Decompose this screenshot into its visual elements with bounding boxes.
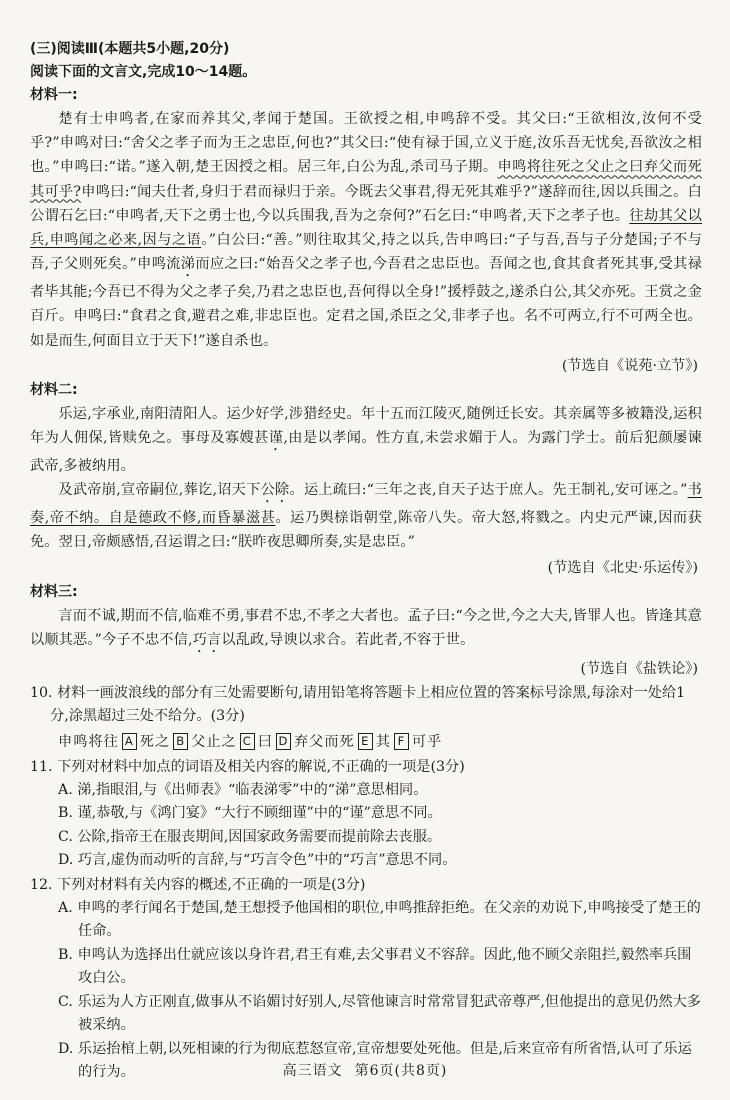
- section-instruction: 阅读下面的文言文,完成10～14题。: [30, 64, 257, 80]
- dotted-word-jin: 谨: [268, 430, 284, 447]
- section-title: (三)阅读Ⅲ(本题共5小题,20分): [30, 41, 230, 57]
- material-3-part-1: 言而不诚,期而不信,临难不勇,事君不忠,不孝之大者也。孟子曰:“今之世,今之大夫,皆罪人也。皆逢其意以顺其恶。”今子不忠不信,: [30, 607, 702, 648]
- footer-page-number: 第6页(共8页): [354, 1063, 448, 1079]
- question-11-stem: 11. 下列对材料中加点的词语及相关内容的解说,不正确的一项是(3分): [30, 758, 465, 775]
- segment-text: 死之: [139, 733, 171, 750]
- break-mark-f[interactable]: F: [394, 733, 409, 750]
- break-mark-a[interactable]: A: [122, 733, 137, 750]
- question-12-stem: 12. 下列对材料有关内容的概述,不正确的一项是(3分): [30, 876, 366, 893]
- question-12-option-c[interactable]: C. 乐运为人方正刚直,做事从不谄媚讨好别人,尽管他谏言时常常冒犯武帝尊严,但他提出的意见仍然大多被采纳。: [58, 993, 701, 1034]
- break-mark-c[interactable]: C: [240, 733, 255, 750]
- break-mark-e[interactable]: E: [358, 733, 373, 750]
- footer-subject: 高三语文: [282, 1063, 343, 1079]
- material-3-source: (节选自《盐铁论》): [580, 660, 698, 677]
- material-3-label: 材料三:: [30, 583, 78, 600]
- material-2-part-4: 。运上疏曰:“三年之丧,自天子达于庶人。先王制礼,安可诬之。”: [289, 482, 688, 499]
- segment-text: 其: [375, 733, 391, 750]
- break-mark-b[interactable]: B: [173, 733, 188, 750]
- underlined-sentence-2: 书奏,帝不纳。自是德政不修,而昏暴滋甚: [30, 482, 702, 527]
- question-11-option-a[interactable]: A. 涕,指眼泪,与《出师表》“临表涕零”中的“涕”意思相同。: [58, 781, 428, 798]
- material-2-part-1: 乐运,字承业,南阳清阳人。运少好学,涉猎经史。年十五而江陵灭,随例迁长安。其亲属等多被籍没,运积年为人佣保,皆赎免之。事母及寡嫂甚: [30, 405, 702, 447]
- material-1-text: [30, 107, 702, 353]
- question-10-stem: 10. 材料一画波浪线的部分有三处需要断句,请用铅笔将答题卡上相应位置的答案标号涂黑,每涂对一处给1分,涂黑超过三处不给分。(3分): [30, 684, 686, 725]
- material-2-part-3: 及武帝崩,宣帝嗣位,葬讫,诏天下: [58, 482, 261, 499]
- dotted-word-gongchu: 公除: [260, 482, 290, 499]
- segment-text: 申鸣将往: [58, 733, 119, 750]
- material-2-source: (节选自《北史·乐运传》): [547, 559, 698, 576]
- dotted-word-ti: 涕: [180, 256, 196, 273]
- material-3-part-2: 以乱政,导谀以求合。若此者,不容于世。: [221, 631, 475, 648]
- material-1-part-1: 楚有士申鸣者,在家而养其父,孝闻于楚国。王欲授之相,申鸣辞不受。其父曰:“王欲相汝,汝何不受乎?”申鸣对曰:“舍父之孝子而为王之忠臣,何也?”其父曰:“使有禄于国,立义于庭,汝乐吾无忧矣,吾欲汝之相也。”申鸣曰:“诺。”遂入朝,楚王因授之相。居三年,白公为乱,杀司马子期。: [30, 111, 702, 176]
- question-12-option-a[interactable]: A. 申鸣的孝行闻名于楚国,楚王想授予他国相的职位,申鸣推辞拒绝。在父亲的劝说下,申鸣接受了楚王的任命。: [58, 899, 701, 940]
- material-2-para-2: [30, 478, 702, 554]
- material-2-part-5: 。运乃舆榇诣朝堂,陈帝八失。帝大怒,将戮之。内史元严谏,因而获免。翌日,帝颇感悟,召运谓之曰:“朕昨夜思卿所奏,实是忠臣。”: [30, 510, 702, 551]
- material-2-part-2: ,由是以孝闻。性方直,未尝求媚于人。为露门学士。前后犯颜屡谏武帝,多被纳用。: [30, 430, 703, 475]
- question-12-option-b[interactable]: B. 申鸣认为选择出仕就应该以身许君,君王有难,去父事君义不容辞。因此,他不顾父亲阻拦,毅然率兵围攻白公。: [58, 946, 692, 987]
- question-12-option-d[interactable]: D. 乐运抬棺上朝,以死相谏的行为彻底惹怒宣帝,宣帝想要处死他。但是,后来宣帝有所省悟,认可了乐运的行为。: [58, 1040, 692, 1081]
- question-10-segmentation: [30, 729, 702, 755]
- wavy-underlined-sentence: 申鸣将往死之父止之曰弃父而死其可乎?: [30, 159, 702, 200]
- segment-text: 弃父而死: [293, 733, 355, 750]
- dotted-word-qiaoyan: 巧言: [192, 631, 222, 648]
- material-1-label: 材料一:: [30, 87, 78, 103]
- material-1-part-3: 。”白公曰:“善。”则往取其父,持之以兵,告申鸣曰:“子与吾,吾与子分楚国;子不与吾,子父则死矣。”申鸣流: [30, 232, 702, 273]
- segment-text: 曰: [257, 733, 273, 750]
- question-11-option-d[interactable]: D. 巧言,虚伪而动听的言辞,与“巧言令色”中的“巧言”意思不同。: [58, 852, 457, 869]
- underlined-sentence-1: 往劫其父以兵,申鸣闻之必来,因与之语: [30, 207, 702, 249]
- material-3-text: [30, 604, 702, 656]
- material-2-para-1: [30, 402, 702, 478]
- material-1-part-2: 申鸣曰:“闻夫仕者,身归于君而禄归于亲。今既去父事君,得无死其难乎?”遂辞而往,因以兵围之。白公谓石乞曰:“申鸣者,天下之勇士也,今以兵围我,吾为之奈何?”石乞曰:“申鸣者,天下之孝子也。: [30, 183, 702, 224]
- segment-text: 父止之: [191, 733, 237, 750]
- break-mark-d[interactable]: D: [276, 733, 291, 750]
- page-footer: [0, 1060, 730, 1080]
- question-11-option-c[interactable]: C. 公除,指帝王在服丧期间,因国家政务需要而提前除去丧服。: [58, 828, 442, 845]
- segment-text: 可乎: [411, 733, 443, 750]
- question-11-option-b[interactable]: B. 谨,恭敬,与《鸿门宴》“大行不顾细谨”中的“谨”意思不同。: [58, 805, 442, 822]
- material-1-part-4: 而应之曰:“始吾父之孝子也,今吾君之忠臣也。吾闻之也,食其食者死其事,受其禄者毕其能;今吾已不得为父之孝子矣,乃君之忠臣也,吾何得以全身!”援桴鼓之,遂杀白公,其父亦死。王赏之金百斤。申鸣曰:“食君之食,避君之难,非忠臣也。定君之国,杀臣之父,非孝子也。名不可两立,行不可两全也。如是而生,何面目立于天下!”遂自杀也。: [30, 256, 703, 349]
- material-2-label: 材料二:: [30, 381, 78, 398]
- material-1-source: (节选自《说苑·立节》): [561, 357, 698, 374]
